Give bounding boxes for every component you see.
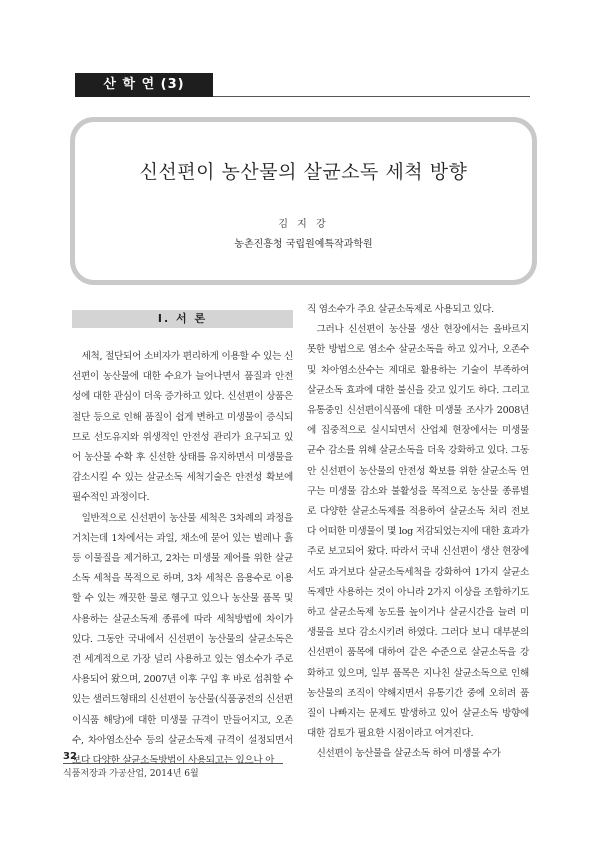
paragraph: 그러나 신선편이 농산물 생산 현장에서는 올바르지 못한 방법으로 염소수 살균소독을 하고 있거나, 오존수 및 차아염소산수는 제대로 활용하는 기술이 부족하여 살균소독 효과에 대한 불신을 갖고 있기도 하다. 그리고 유통중인 신선편이식품에 대한 미생물 조사가 2008년에 집중적으로 실시되면서 산업체 현장에서는 미생물 균수 감소를 위해 살균소독을 더욱 강화하고 있다. 그동안 신선편이 농산물의 안전성 확보를 위한 살균소독 연구는 미생물 감소와 불활성을 목적으로 농산물 종류별로 다양한 살균소독제를 적용하여 살균소독 처리 전보다 어떠한 미생물이 몇 log 저감되었는지에 대한 효과가 주로 보고되어 왔다. 따라서 국내 신선편이 생산 현장에서도 과거보다 살균소독세척을 강화하여 1가지 살균소독제만 사용하는 것이 아니라 2가지 이상을 조합하기도 하고 살균소독제 농도를 높이거나 살균시간을 늘려 미생물을 보다 감소시키려 하였다. 그러다 보니 대부분의 신선편이 품목에 대하여 같은 수준으로 살균소독을 강화하고 있으며, 일부 품목은 지나친 살균소독으로 인해 농산물의 조직이 약해지면서 유통기간 중에 오히려 품질이 나빠지는 문제도 발생하고 있어 살균소독 방향에 대한 검토가 필요한 시점이라고 여겨진다.: [307, 324, 529, 740]
footer-rule: [63, 763, 283, 764]
paragraph: 직 염소수가 주요 살균소독제로 사용되고 있다.: [307, 304, 494, 315]
author-name: 김 지 강: [278, 219, 329, 230]
article-title: 신선편이 농산물의 살균소독 세척 방향: [139, 161, 468, 183]
paragraph: 신선편이 농산물을 살균소독 하여 미생물 수가: [316, 748, 501, 760]
author-affiliation: 농촌진흥청 국립원예특작과학원: [234, 239, 373, 250]
page-number: 32: [63, 751, 77, 762]
right-column: [307, 300, 529, 765]
paragraph: 세척, 절단되어 소비자가 편리하게 이용할 수 있는 신선편이 농산물에 대한 수요가 늘어나면서 품질과 안전성에 대한 관심이 더욱 증가하고 있다. 신선편이 상품은 절단 등으로 인해 품질이 쉽게 변하고 미생물이 증식되므로 선도유지와 위생적인 안전성 관리가 요구되고 있어 농산물 수확 후 신선한 상태를 유지하면서 미생물을 감소시킬 수 있는 살균소독 세척기술은 안전성 확보에 필수적인 과정이다.: [72, 351, 293, 504]
journal-citation: 식품저장과 가공산업, 2014년 6월: [63, 769, 199, 779]
section-heading: Ⅰ. 서 론: [72, 310, 293, 328]
section-tag: 산 학 연 (3): [75, 73, 213, 97]
left-column: [72, 347, 293, 771]
title-box: [70, 117, 537, 285]
paragraph: 일반적으로 신선편이 농산물 세척은 3차례의 과정을 거치는데 1차에서는 과일, 채소에 묻어 있는 벌레나 흙 등 이물질을 제거하고, 2차는 미생물 제어를 위한 살균소독 세척을 목적으로 하며, 3차 세척은 음용수로 이용할 수 있는 깨끗한 물로 헹구고 있으나 농산물 품목 및 사용하는 살균소독제 종류에 따라 세척방법에 차이가 있다. 그동안 국내에서 신선편이 농산물의 살균소독은 전 세계적으로 가장 널리 사용하고 있는 염소수가 주로 사용되어 왔으며, 2007년 이후 구입 후 바로 섭취할 수 있는 샐러드형태의 신선편이 농산물(식품공전의 신선편이식품 해당)에 대한 미생물 규격이 만들어지고, 오존수, 차아염소산수 등의 살균소독제 규격이 설정되면서 보다 다양한 살균소독방법이 사용되고는 있으나 아: [72, 512, 293, 767]
header-rule: [213, 96, 530, 97]
